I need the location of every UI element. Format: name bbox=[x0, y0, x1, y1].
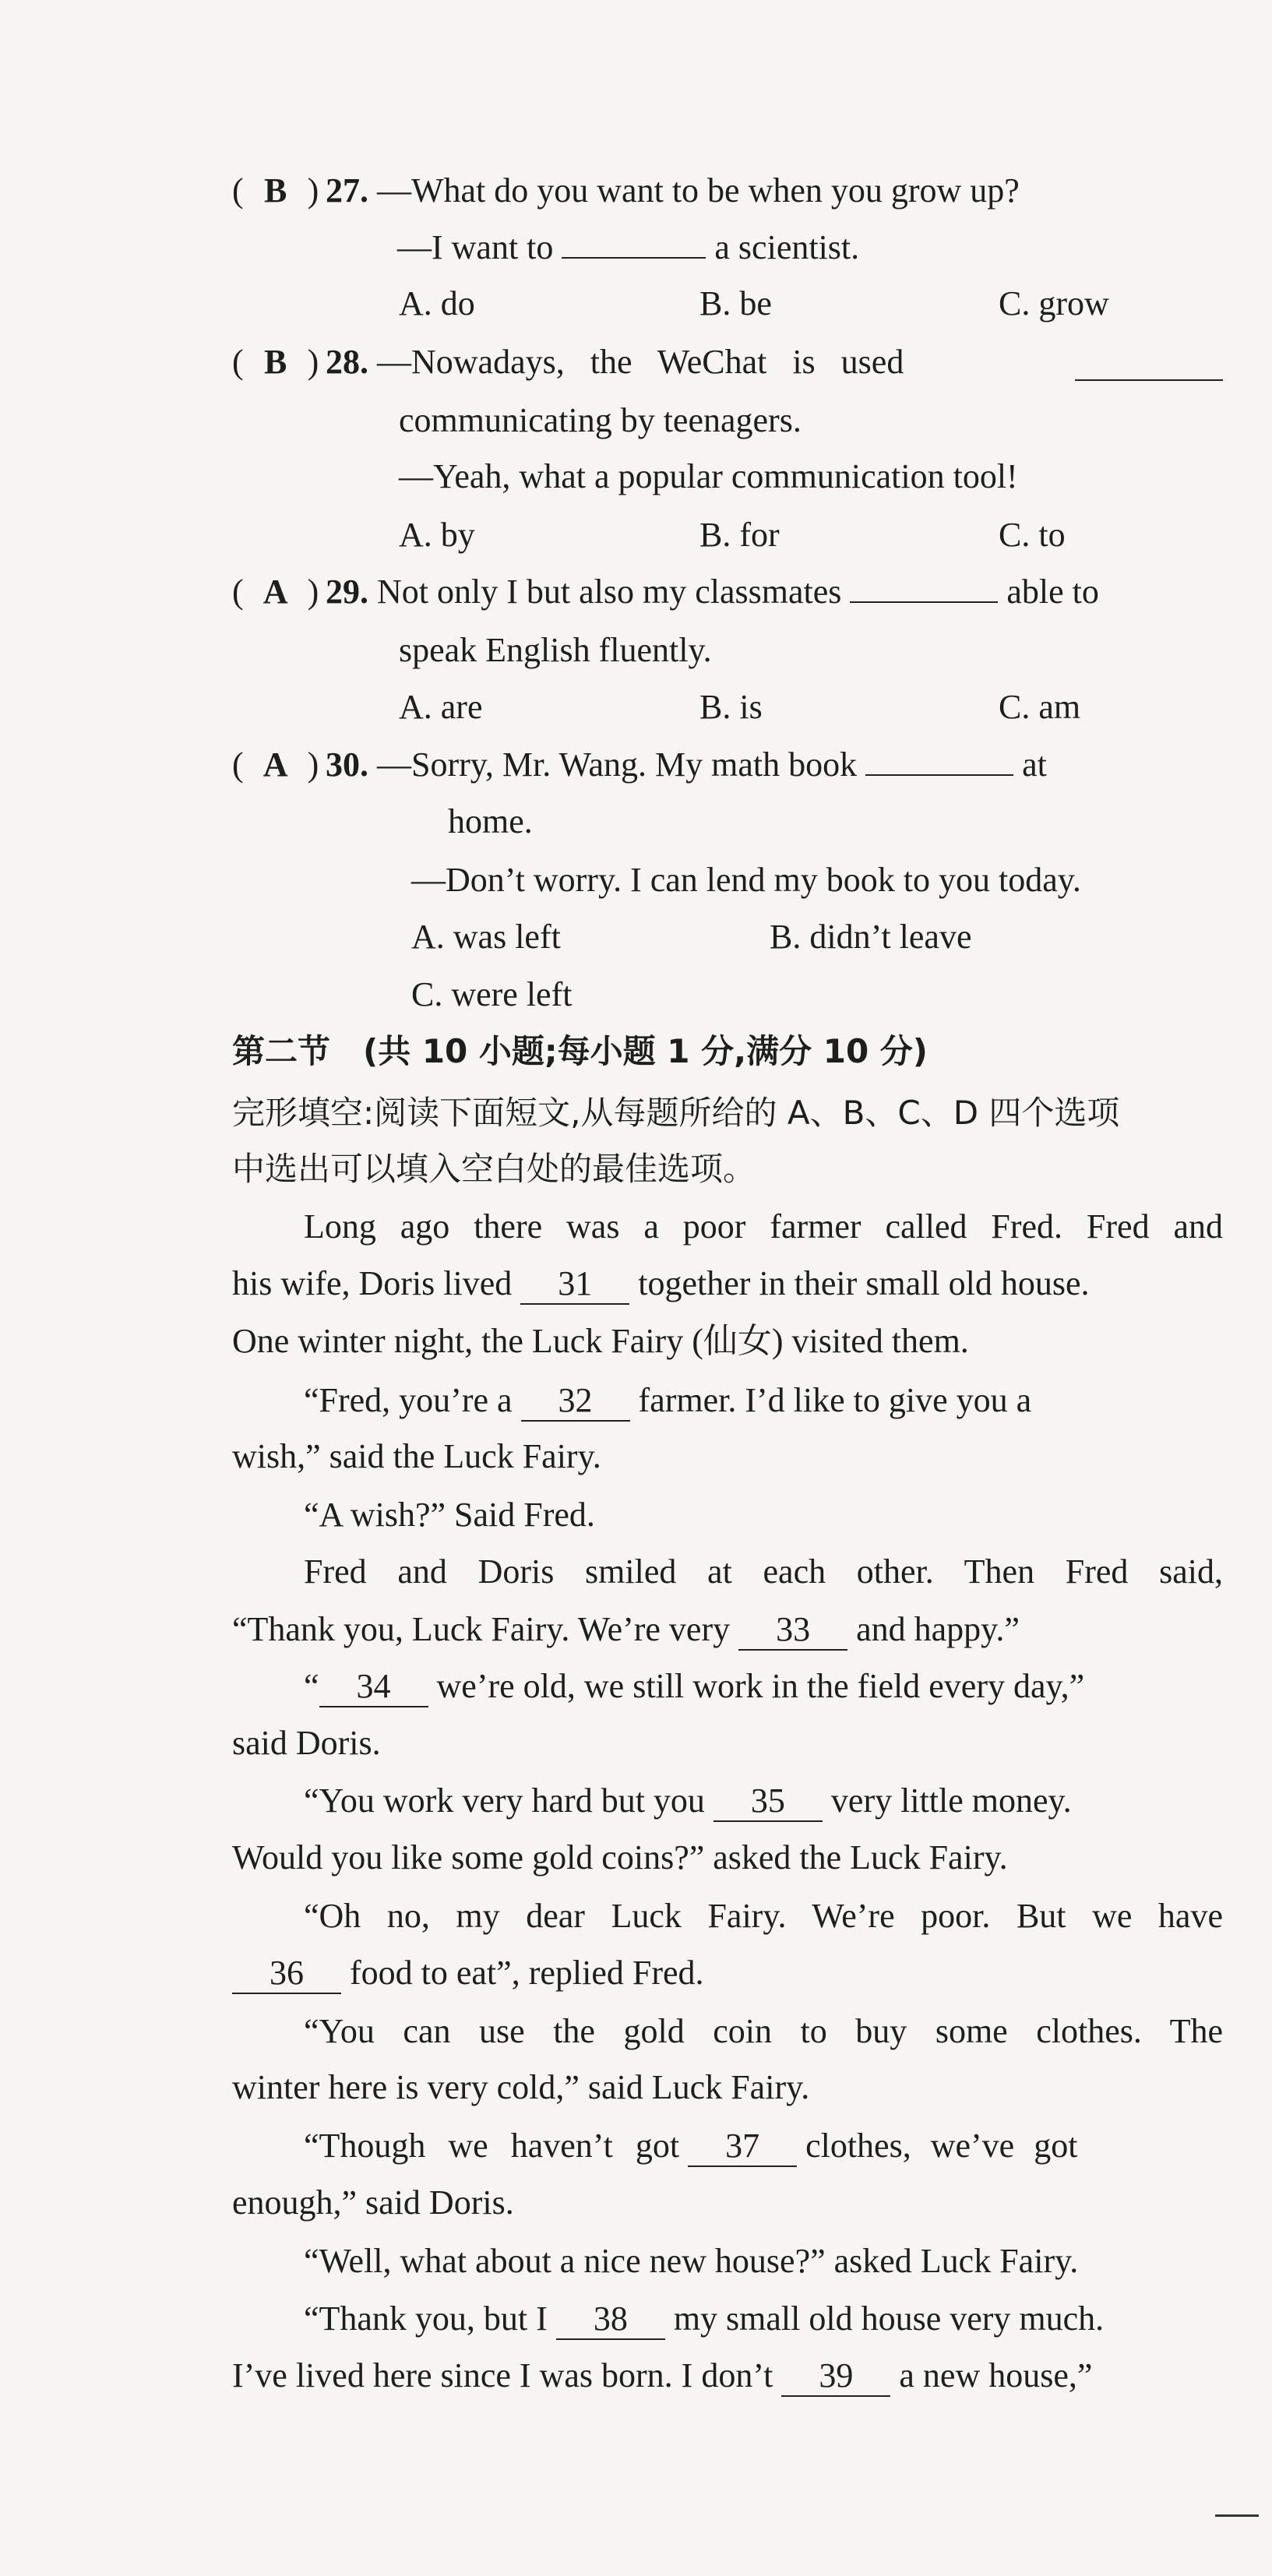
passage-line bbox=[304, 1663, 1223, 1710]
passage-line bbox=[304, 2123, 1223, 2169]
question-number: 28. bbox=[326, 343, 368, 381]
passage-text: I’ve lived here since I was born. I don’t bbox=[232, 2356, 773, 2395]
passage-line bbox=[304, 1377, 1223, 1424]
question-text: able to bbox=[1006, 573, 1099, 611]
option-a: A. are bbox=[399, 688, 483, 726]
option-b: B. is bbox=[699, 688, 763, 726]
blank-35: 35 bbox=[714, 1781, 823, 1822]
question-line: home. bbox=[448, 802, 533, 840]
answer-letter: A bbox=[263, 573, 288, 611]
question-text: —I want to bbox=[397, 228, 554, 266]
passage-text: farmer. I’d like to give you a bbox=[638, 1381, 1032, 1419]
question-text: a scientist. bbox=[714, 228, 860, 266]
page-corner-mark bbox=[1215, 2514, 1259, 2517]
question-number: 29. bbox=[326, 573, 368, 611]
passage-text: “ bbox=[304, 1667, 319, 1705]
passage-line: Long ago there was a poor farmer called Fred. Fred and bbox=[304, 1207, 1223, 1246]
passage-text: “You work very hard but you bbox=[304, 1781, 705, 1820]
blank-39: 39 bbox=[781, 2356, 890, 2397]
section-instruction: 中选出可以填入空白处的最佳选项。 bbox=[232, 1150, 756, 1188]
option-b: B. for bbox=[699, 516, 780, 554]
question-27 bbox=[232, 167, 1020, 214]
blank-31: 31 bbox=[520, 1264, 629, 1305]
option-c: C. am bbox=[999, 688, 1081, 726]
option-c: C. were left bbox=[411, 975, 573, 1013]
blank-36: 36 bbox=[232, 1954, 341, 1994]
passage-line: One winter night, the Luck Fairy (仙女) visited them. bbox=[232, 1322, 969, 1360]
question-line: —Yeah, what a popular communication tool! bbox=[399, 457, 1018, 495]
question-line: speak English fluently. bbox=[399, 631, 712, 669]
passage-text: his wife, Doris lived bbox=[232, 1264, 513, 1302]
question-number: 27. bbox=[326, 171, 368, 210]
question-text: at bbox=[1022, 745, 1047, 784]
answer-parenthesis: ( B ) bbox=[232, 339, 326, 386]
answer-blank bbox=[562, 226, 706, 259]
answer-blank bbox=[1075, 348, 1223, 381]
question-text: —Sorry, Mr. Wang. My math book bbox=[377, 745, 858, 784]
question-29 bbox=[232, 569, 1099, 615]
question-text: —Nowadays, the WeChat is used bbox=[377, 343, 904, 381]
passage-text: my small old house very much. bbox=[673, 2299, 1105, 2338]
passage-line: “You can use the gold coin to buy some clothes. The bbox=[304, 2012, 1223, 2050]
section-instruction: 完形填空:阅读下面短文,从每题所给的 A、B、C、D 四个选项 bbox=[232, 1094, 1120, 1132]
passage-text: together in their small old house. bbox=[638, 1264, 1090, 1302]
passage-line: “Oh no, my dear Luck Fairy. We’re poor. But we have bbox=[304, 1897, 1223, 1935]
question-text: Not only I but also my classmates bbox=[377, 573, 842, 611]
passage-line: “Well, what about a nice new house?” asked Luck Fairy. bbox=[304, 2242, 1079, 2280]
question-30 bbox=[232, 742, 1047, 788]
passage-text: food to eat”, replied Fred. bbox=[350, 1954, 704, 1992]
passage-line bbox=[232, 1950, 1223, 1996]
answer-parenthesis: ( A ) bbox=[232, 569, 326, 615]
blank-38: 38 bbox=[556, 2299, 665, 2340]
passage-line: wish,” said the Luck Fairy. bbox=[232, 1437, 601, 1475]
option-a: A. by bbox=[399, 516, 475, 554]
answer-parenthesis: ( B ) bbox=[232, 167, 326, 214]
passage-line bbox=[232, 1606, 1223, 1653]
answer-blank bbox=[865, 743, 1013, 776]
passage-line: said Doris. bbox=[232, 1724, 381, 1762]
passage-text: very little money. bbox=[830, 1781, 1072, 1820]
question-28 bbox=[232, 339, 1223, 386]
blank-32: 32 bbox=[521, 1381, 630, 1422]
passage-line: winter here is very cold,” said Luck Fairy. bbox=[232, 2068, 810, 2106]
option-b: B. be bbox=[699, 284, 772, 322]
passage-text: and happy.” bbox=[856, 1610, 1020, 1648]
blank-37: 37 bbox=[688, 2127, 797, 2167]
passage-line bbox=[232, 1260, 1223, 1307]
passage-text: clothes, we’ve got bbox=[805, 2127, 1078, 2165]
option-a: A. do bbox=[399, 284, 475, 322]
answer-parenthesis: ( A ) bbox=[232, 742, 326, 788]
passage-line bbox=[304, 1778, 1223, 1824]
passage-line: Would you like some gold coins?” asked the Luck Fairy. bbox=[232, 1838, 1008, 1876]
answer-letter: B bbox=[263, 343, 287, 381]
blank-33: 33 bbox=[738, 1610, 847, 1651]
option-c: C. grow bbox=[999, 284, 1109, 322]
passage-line: “A wish?” Said Fred. bbox=[304, 1496, 595, 1534]
blank-34: 34 bbox=[319, 1667, 428, 1707]
passage-text: “Though we haven’t got bbox=[304, 2127, 680, 2165]
question-number: 30. bbox=[326, 745, 368, 784]
passage-text: “Fred, you’re a bbox=[304, 1381, 513, 1419]
passage-text: a new house,” bbox=[899, 2356, 1093, 2395]
question-text: —What do you want to be when you grow up? bbox=[377, 171, 1020, 210]
option-c: C. to bbox=[999, 516, 1066, 554]
question-line: —Don’t worry. I can lend my book to you today. bbox=[411, 861, 1081, 899]
question-line: communicating by teenagers. bbox=[399, 401, 802, 439]
answer-letter: A bbox=[263, 745, 288, 784]
passage-line: Fred and Doris smiled at each other. Then Fred said, bbox=[304, 1552, 1223, 1591]
passage-text: “Thank you, but I bbox=[304, 2299, 548, 2338]
passage-line bbox=[304, 2296, 1223, 2342]
answer-blank bbox=[850, 570, 998, 603]
passage-text: we’re old, we still work in the field every day,” bbox=[436, 1667, 1085, 1705]
passage-line: enough,” said Doris. bbox=[232, 2183, 514, 2222]
passage-line bbox=[232, 2352, 1223, 2399]
answer-letter: B bbox=[263, 171, 287, 210]
section-title: 第二节 (共 10 小题;每小题 1 分,满分 10 分) bbox=[232, 1032, 928, 1070]
passage-text: “Thank you, Luck Fairy. We’re very bbox=[232, 1610, 731, 1648]
question-line bbox=[397, 224, 1223, 271]
option-a: A. was left bbox=[411, 918, 561, 956]
option-b: B. didn’t leave bbox=[770, 918, 972, 956]
